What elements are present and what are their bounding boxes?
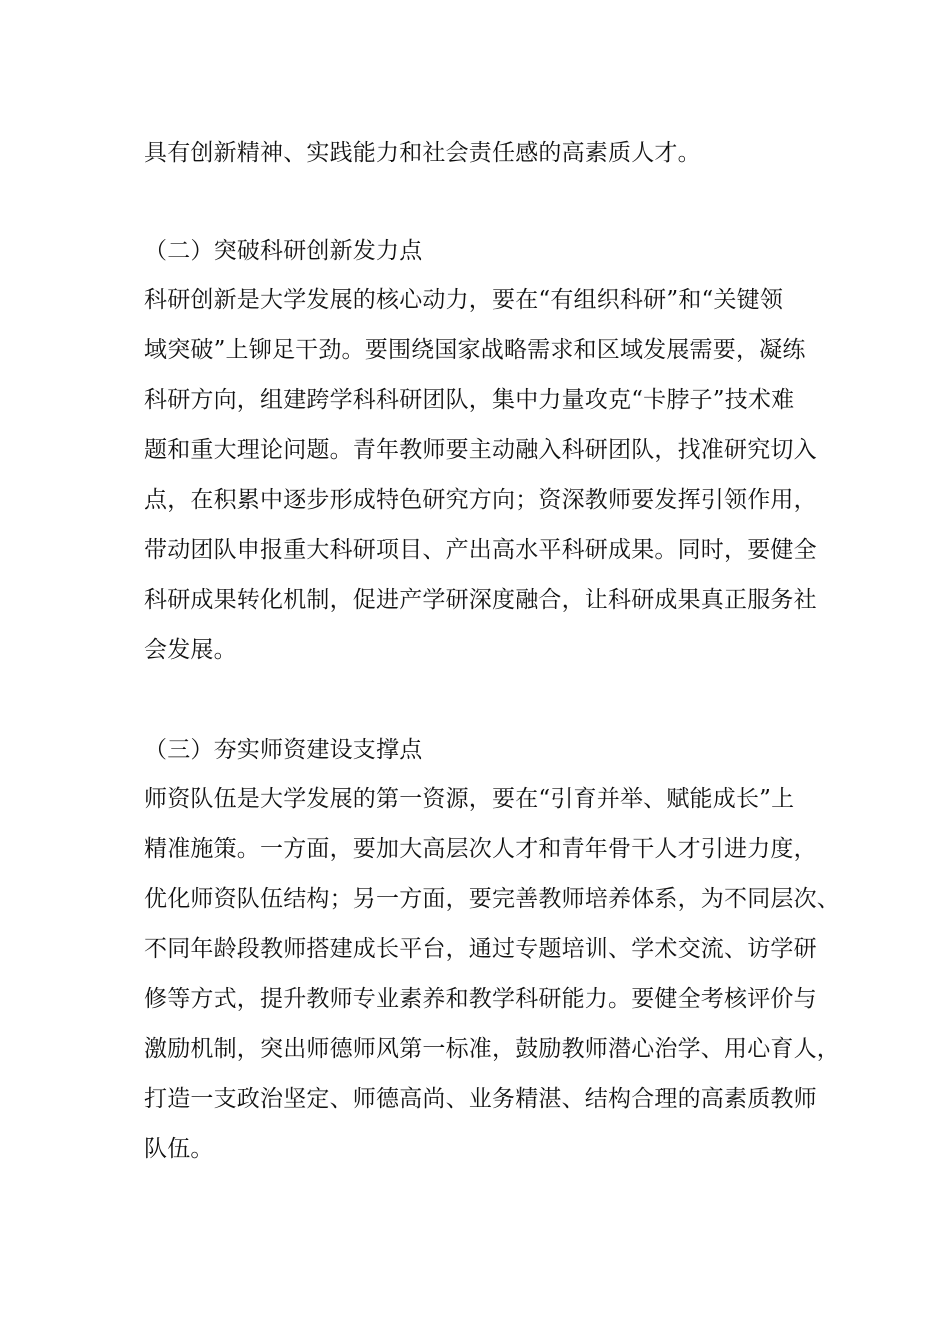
paragraph-line: 精准施策。一方面，要加大高层次人才和青年骨干人才引进力度， <box>144 836 817 862</box>
paragraph-line: 科研方向，组建跨学科科研团队，集中力量攻克“卡脖子”技术难 <box>144 387 795 413</box>
paragraph-line: 科研成果转化机制，促进产学研深度融合，让科研成果真正服务社 <box>144 587 817 613</box>
paragraph-line: 具有创新精神、实践能力和社会责任感的高素质人才。 <box>144 140 701 166</box>
paragraph-line: 队伍。 <box>144 1136 214 1162</box>
paragraph-line: 点，在积累中逐步形成特色研究方向；资深教师要发挥引领作用， <box>144 487 817 513</box>
paragraph-line: 科研创新是大学发展的核心动力，要在“有组织科研”和“关键领 <box>144 287 784 313</box>
paragraph-line: 优化师资队伍结构；另一方面，要完善教师培养体系，为不同层次、 <box>144 886 840 912</box>
section-heading: （二）突破科研创新发力点 <box>144 238 423 264</box>
paragraph-line: 会发展。 <box>144 637 237 663</box>
paragraph-line: 修等方式，提升教师专业素养和教学科研能力。要健全考核评价与 <box>144 986 817 1012</box>
section-heading: （三）夯实师资建设支撑点 <box>144 737 423 763</box>
paragraph-line: 激励机制，突出师德师风第一标准，鼓励教师潜心治学、用心育人， <box>144 1036 840 1062</box>
paragraph-line: 打造一支政治坚定、师德高尚、业务精湛、结构合理的高素质教师 <box>144 1086 817 1112</box>
paragraph-line: 域突破”上铆足干劲。要围绕国家战略需求和区域发展需要，凝练 <box>144 337 806 363</box>
paragraph-line: 带动团队申报重大科研项目、产出高水平科研成果。同时，要健全 <box>144 537 817 563</box>
paragraph-line: 师资队伍是大学发展的第一资源，要在“引育并举、赋能成长”上 <box>144 786 795 812</box>
paragraph-line: 不同年龄段教师搭建成长平台，通过专题培训、学术交流、访学研 <box>144 936 817 962</box>
paragraph-line: 题和重大理论问题。青年教师要主动融入科研团队，找准研究切入 <box>144 437 817 463</box>
